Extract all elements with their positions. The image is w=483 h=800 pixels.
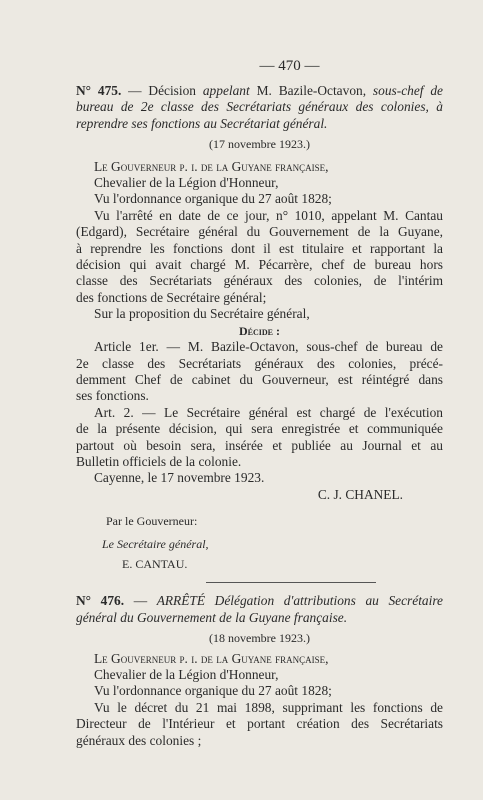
article-line: ses fonctions.: [76, 388, 149, 404]
decision-number: N° 475.: [76, 83, 122, 98]
header-line-1: [76, 83, 443, 99]
body-line: Sur la proposition du Secrétaire général,: [94, 306, 310, 322]
arrete-476-body: [76, 651, 443, 749]
body-line: à reprendre les fonctions dont il est titulaire et rapportant la: [76, 240, 443, 256]
article-line: partout où besoin sera, insérée et publiée au Journal et au: [76, 437, 443, 453]
header-italic-2: sous-chef de: [372, 83, 443, 98]
body-line: classe des Secrétariats généraux des colonies, de l'intérim: [76, 273, 443, 289]
body-line: Vu l'arrêté en date de ce jour, n° 1010, appelant M. Cantau: [94, 207, 443, 223]
header-line-2: bureau de 2e classe des Secrétariats généraux des colonies, à: [76, 99, 443, 115]
decision-475-header: [76, 83, 443, 132]
body-line: Chevalier de la Légion d'Honneur,: [94, 667, 279, 682]
section-divider: [206, 582, 376, 583]
governor-signature: C. J. CHANEL.: [317, 486, 403, 502]
arrete-number: N° 476.: [76, 593, 125, 609]
decision-475-date: (17 novembre 1923.): [209, 137, 310, 152]
page-number: — 470 —: [259, 58, 320, 74]
par-le-gouverneur: Par le Gouverneur:: [106, 514, 198, 529]
article-line: Bulletin officiels de la colonie.: [76, 453, 242, 469]
header-line-1: [76, 593, 443, 609]
arrete-476-date: (18 novembre 1923.): [209, 631, 310, 646]
article-line: de la présente décision, qui sera enregistrée et communiquée: [76, 421, 443, 437]
decide-heading: Décide :: [238, 323, 280, 338]
dash: —: [121, 83, 149, 98]
secretary-name: E. CANTAU.: [122, 556, 188, 571]
place-date: Cayenne, le 17 novembre 1923.: [94, 470, 265, 486]
arrete-476-header: [76, 593, 443, 626]
header-text: Décision: [148, 83, 203, 98]
body-line: Le Gouverneur p. i. de la Guyane française,: [94, 650, 329, 666]
body-line: Directeur de l'Intérieur et portant création des Secrétariats: [76, 716, 443, 732]
article-line: Article 1er. — M. Bazile-Octavon, sous-chef de bureau de: [94, 339, 443, 355]
header-text-2: M. Bazile-Octavon,: [249, 83, 373, 98]
body-line: Vu l'ordonnance organique du 27 août 1828;: [94, 683, 332, 699]
dash: —: [124, 593, 157, 609]
article-line: 2e classe des Secrétariats généraux des colonies, précé-: [76, 355, 443, 371]
header-line-2: général du Gouvernement de la Guyane française.: [76, 609, 348, 625]
body-line: Chevalier de la Légion d'Honneur,: [94, 175, 279, 191]
header-italic: ARRÊTÉ Délégation d'attributions au Secrétaire: [156, 593, 443, 609]
body-line: généraux des colonies ;: [76, 732, 202, 748]
header-italic: appelant: [202, 83, 250, 98]
decision-475-articles: [76, 339, 443, 470]
secretary-title: Le Secrétaire général,: [102, 536, 209, 551]
body-line: des fonctions de Secrétaire général;: [76, 289, 267, 305]
article-line: Art. 2. — Le Secrétaire général est chargé de l'exécution: [94, 404, 443, 420]
decision-475-body: [76, 159, 443, 323]
body-line: décision qui avait chargé M. Pécarrère, chef de bureau hors: [76, 257, 443, 273]
body-line: (Edgard), Secrétaire général du Gouvernement de la Guyane,: [76, 224, 443, 240]
header-line-3: reprendre ses fonctions au Secrétariat général.: [76, 115, 328, 131]
body-line: Le Gouverneur p. i. de la Guyane française,: [94, 158, 329, 174]
body-line: Vu le décret du 21 mai 1898, supprimant les fonctions de: [94, 699, 443, 715]
body-line: Vu l'ordonnance organique du 27 août 1828;: [94, 191, 332, 207]
article-line: demment Chef de cabinet du Gouverneur, est réintégré dans: [76, 371, 443, 387]
